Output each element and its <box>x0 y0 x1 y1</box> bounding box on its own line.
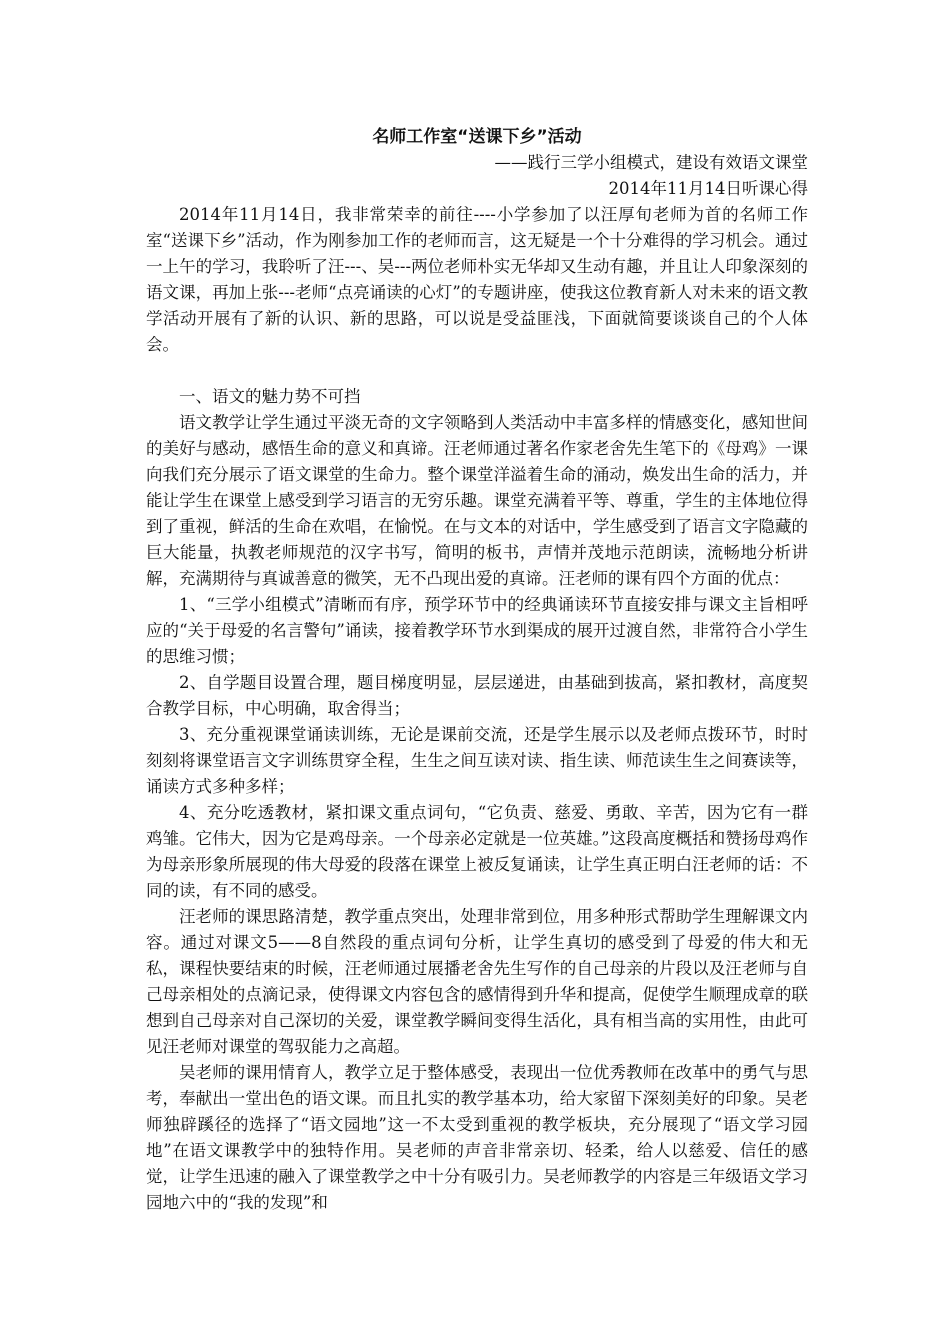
intro-paragraph: 2014年11月14日，我非常荣幸的前往----小学参加了以汪厚旬老师为首的名师工作室“送课下乡”活动，作为刚参加工作的老师而言，这无疑是一个十分难得的学习机会。通过一上午的学习，我聆听了汪---、吴---两位老师朴实无华却又生动有趣，并且让人印象深刻的语文课，再加上张---老师“点亮诵读的心灯”的专题讲座，使我这位教育新人对未来的语文教学活动开展有了新的认识、新的思路，可以说是受益匪浅，下面就简要谈谈自己的个人体会。 <box>146 205 808 354</box>
document-subtitle: ——践行三学小组模式，建设有效语文课堂 <box>494 153 808 172</box>
list-point-2: 2、自学题目设置合理，题目梯度明显，层层递进，由基础到拔高，紧扣教材，高度契合教学目标，中心明确，取舍得当； <box>146 673 808 718</box>
document-date-line: 2014年11月14日听课心得 <box>608 179 808 198</box>
wang-analysis-paragraph: 汪老师的课思路清楚，教学重点突出，处理非常到位，用多种形式帮助学生理解课文内容。通过对课文5——8自然段的重点词句分析，让学生真切的感受到了母爱的伟大和无私，课程快要结束的时候，汪老师通过展播老舍先生写作的自己母亲的片段以及汪老师与自己母亲相处的点滴记录，使得课文内容包含的感情得到升华和提高，促使学生顺理成章的联想到自己母亲对自己深切的关爱，课堂教学瞬间变得生活化，具有相当高的实用性，由此可见汪老师对课堂的驾驭能力之高超。 <box>146 907 808 1056</box>
list-point-3: 3、充分重视课堂诵读训练，无论是课前交流，还是学生展示以及老师点拨环节，时时刻刻将课堂语言文字训练贯穿全程，生生之间互读对读、指生读、师范读生生之间赛读等，诵读方式多种多样； <box>146 725 808 796</box>
list-point-1: 1、“三学小组模式”清晰而有序，预学环节中的经典诵读环节直接安排与课文主旨相呼应的“关于母爱的名言警句”诵读，接着教学环节水到渠成的展开过渡自然，非常符合小学生的思维习惯； <box>146 595 808 666</box>
document-page <box>146 124 808 1216</box>
section-heading: 一、语文的魅力势不可挡 <box>179 387 361 406</box>
wu-analysis-paragraph: 吴老师的课用情育人，教学立足于整体感受，表现出一位优秀教师在改革中的勇气与思考，奉献出一堂出色的语文课。而且扎实的教学基本功，给大家留下深刻美好的印象。吴老师独辟蹊径的选择了“语文园地”这一不太受到重视的教学板块，充分展现了“语文学习园地”在语文课教学中的独特作用。吴老师的声音非常亲切、轻柔，给人以慈爱、信任的感觉，让学生迅速的融入了课堂教学之中十分有吸引力。吴老师教学的内容是三年级语文学习园地六中的“我的发现”和 <box>146 1063 808 1212</box>
blank-line <box>146 358 808 384</box>
list-point-4: 4、充分吃透教材，紧扣课文重点词句，“它负责、慈爱、勇敢、辛苦，因为它有一群鸡雏。它伟大，因为它是鸡母亲。一个母亲必定就是一位英雄。”这段高度概括和赞扬母鸡作为母亲形象所展现的伟大母爱的段落在课堂上被反复诵读，让学生真正明白汪老师的话：不同的读，有不同的感受。 <box>146 803 808 900</box>
section-paragraph: 语文教学让学生通过平淡无奇的文字领略到人类活动中丰富多样的情感变化，感知世间的美好与感动，感悟生命的意义和真谛。汪老师通过著名作家老舍先生笔下的《母鸡》一课向我们充分展示了语文课堂的生命力。整个课堂洋溢着生命的涌动，焕发出生命的活力，并能让学生在课堂上感受到学习语言的无穷乐趣。课堂充满着平等、尊重，学生的主体地位得到了重视，鲜活的生命在欢唱，在愉悦。在与文本的对话中，学生感受到了语言文字隐藏的巨大能量，执教老师规范的汉字书写，简明的板书，声情并茂地示范朗读，流畅地分析讲解，充满期待与真诚善意的微笑，无不凸现出爱的真谛。汪老师的课有四个方面的优点： <box>146 413 808 588</box>
document-title: 名师工作室“送课下乡”活动 <box>372 127 582 147</box>
